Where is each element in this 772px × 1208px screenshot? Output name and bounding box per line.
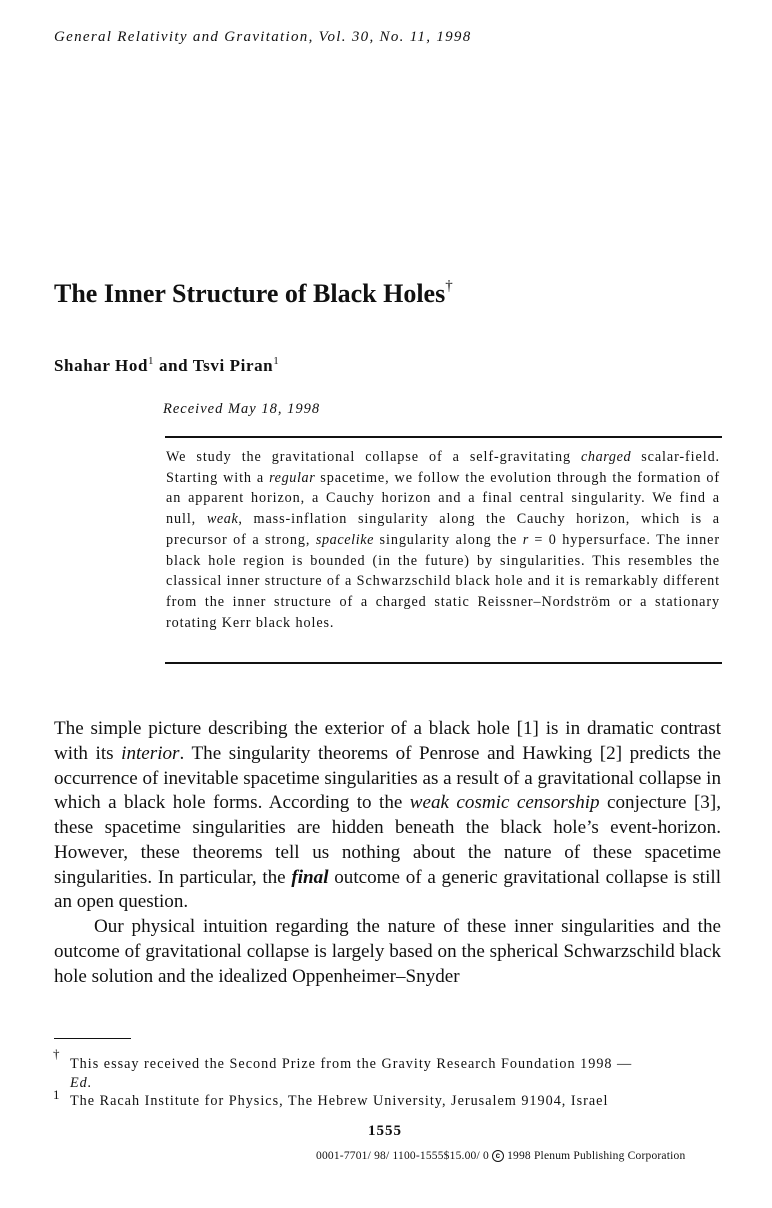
abstract-text: = 0 hypersurface. The inner black hole region is bounded (in the future) by singularities. This resembles the classical inner structure of a Schwarzschild black hole and it is remarkably different from the inner structure of a charged static Reissner–Nordström or a stationary rotating Kerr black holes. — [166, 531, 720, 631]
body-emphasis: interior — [121, 742, 180, 764]
affiliation-mark[interactable]: 1 — [273, 355, 280, 367]
journal-header: General Relativity and Gravitation, Vol. 30, No. 11, 1998 — [54, 29, 472, 45]
affiliation-mark[interactable]: 1 — [148, 355, 155, 367]
author-name: Shahar Hod — [54, 356, 149, 375]
author-name: Tsvi Piran — [192, 356, 274, 375]
author-separator: and — [159, 356, 189, 375]
author-list — [54, 355, 279, 376]
body-text — [54, 717, 721, 989]
title-footnote-mark[interactable]: † — [445, 278, 453, 294]
copyright-code: 0001-7701/ 98/ 1100-1555$15.00/ 0 — [316, 1150, 489, 1162]
body-emphasis: final — [291, 866, 329, 888]
page-number: 1555 — [368, 1123, 402, 1139]
footnote-mark: † — [53, 1046, 60, 1061]
footnote-text: This essay received the Second Prize from the Gravity Research Foundation 1998 — — [70, 1056, 633, 1072]
abstract-text: We study the gravitational collapse of a self-gravitating — [166, 449, 582, 465]
received-date: Received May 18, 1998 — [163, 401, 321, 417]
footnote-text-continued: Ed. — [70, 1075, 93, 1091]
abstract-emphasis: charged — [581, 449, 632, 465]
footnote-text: The Racah Institute for Physics, The Hebrew University, Jerusalem 91904, Israel — [70, 1093, 609, 1109]
abstract-text: spacetime, we follow the evolution through the formation of an apparent horizon, a Cauchy horizon and a final central singularity. We find a null, — [166, 469, 720, 528]
footnote-mark: 1 — [53, 1087, 60, 1102]
body-paragraph — [54, 717, 721, 915]
abstract-text: singularity along the — [374, 531, 523, 548]
paper-title — [54, 278, 453, 309]
abstract-emphasis: weak — [206, 511, 239, 528]
copyright-text: 1998 Plenum Publishing Corporation — [507, 1150, 686, 1162]
abstract-math-variable: r — [522, 531, 529, 548]
body-paragraph: Our physical intuition regarding the nature of these inner singularities and the outcome of gravitational collapse is largely based on the spherical Schwarzschild black hole solution and the idealized Oppenheimer–Snyder — [54, 916, 721, 987]
footnote-rule — [54, 1038, 131, 1039]
copyright-line — [316, 1150, 685, 1162]
body-text-run: outcome of a generic gravitational collapse is still an open question. — [54, 866, 722, 913]
abstract-text: , mass-inflation singularity along the Cauchy horizon, which is a precursor of a strong, — [166, 511, 720, 548]
abstract-text: scalar-field. Starting with a — [166, 449, 721, 486]
body-text-run: . The singularity theorems of Penrose and Hawking [2] predicts the occurrence of inevitable spacetime singularities as a result of a gravitational collapse in which a black hole forms. According to the — [54, 742, 721, 814]
abstract-emphasis: regular — [269, 469, 316, 486]
paper-title-text: The Inner Structure of Black Holes — [54, 279, 446, 308]
abstract-bottom-rule — [165, 662, 722, 664]
body-emphasis: weak cosmic censorship — [409, 792, 600, 814]
abstract — [166, 447, 720, 633]
abstract-emphasis: spacelike — [315, 531, 375, 548]
body-text-run: The simple picture describing the exterior of a black hole [1] is in dramatic contrast with its — [54, 718, 721, 764]
abstract-top-rule — [165, 436, 722, 438]
body-text-run: conjecture [3], these spacetime singularities are hidden beneath the black hole’s event-horizon. However, these theorems tell us nothing about the nature of these spacetime singularities. In particular, the — [54, 792, 721, 888]
copyright-icon: c — [492, 1150, 504, 1162]
